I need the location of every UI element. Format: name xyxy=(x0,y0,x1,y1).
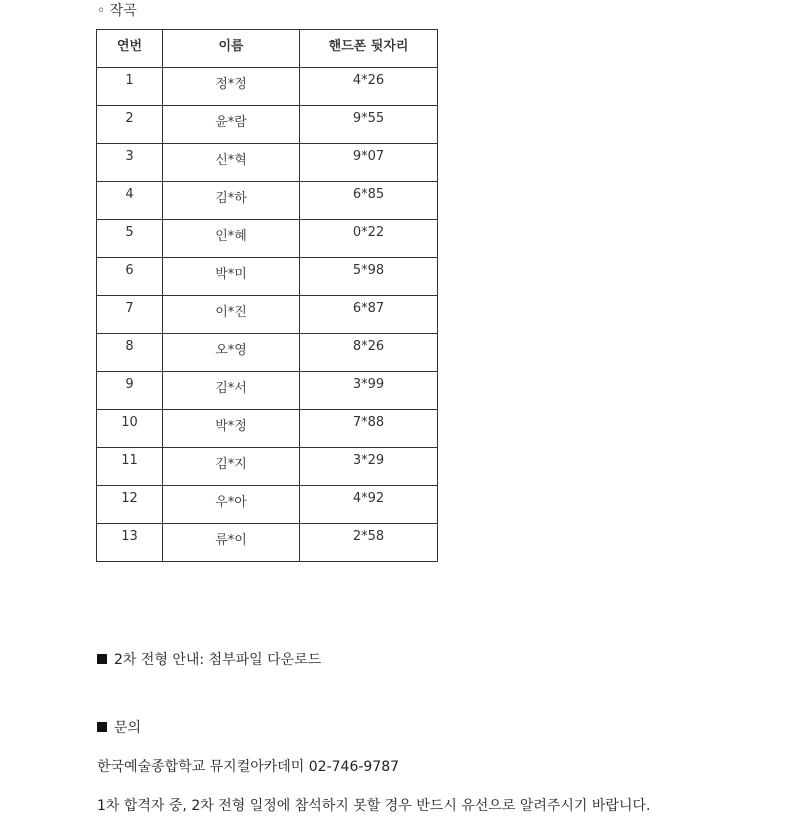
inquiry-heading xyxy=(97,719,141,737)
cell-name: 이*진 xyxy=(163,296,300,334)
cell-number: 11 xyxy=(97,448,163,486)
table-row xyxy=(97,106,438,144)
table-header-row xyxy=(97,30,438,68)
cell-name: 정*정 xyxy=(163,68,300,106)
inquiry-title: 문의 xyxy=(114,720,142,736)
cell-name: 신*혁 xyxy=(163,144,300,182)
cell-phone-suffix: 0*22 xyxy=(300,220,438,258)
column-header-phone-suffix: 핸드폰 뒷자리 xyxy=(300,30,438,68)
cell-number: 5 xyxy=(97,220,163,258)
bullet-marker: ◦ xyxy=(97,3,106,19)
table-row xyxy=(97,220,438,258)
cell-phone-suffix: 6*87 xyxy=(300,296,438,334)
column-header-name: 이름 xyxy=(163,30,300,68)
cell-name: 우*아 xyxy=(163,486,300,524)
cell-number: 3 xyxy=(97,144,163,182)
cell-name: 김*서 xyxy=(163,372,300,410)
section-title-text: 작곡 xyxy=(109,3,137,19)
cell-number: 2 xyxy=(97,106,163,144)
cell-number: 6 xyxy=(97,258,163,296)
cell-number: 9 xyxy=(97,372,163,410)
square-bullet-icon xyxy=(97,722,107,732)
cell-phone-suffix: 5*98 xyxy=(300,258,438,296)
cell-name: 류*이 xyxy=(163,524,300,562)
cell-name: 박*미 xyxy=(163,258,300,296)
cell-number: 12 xyxy=(97,486,163,524)
cell-phone-suffix: 6*85 xyxy=(300,182,438,220)
table-row xyxy=(97,182,438,220)
cell-name: 인*혜 xyxy=(163,220,300,258)
cell-name: 박*정 xyxy=(163,410,300,448)
cell-phone-suffix: 9*55 xyxy=(300,106,438,144)
cell-name: 김*하 xyxy=(163,182,300,220)
cell-phone-suffix: 3*29 xyxy=(300,448,438,486)
table-row xyxy=(97,144,438,182)
cell-number: 7 xyxy=(97,296,163,334)
section-title-composition xyxy=(97,2,137,20)
cell-number: 10 xyxy=(97,410,163,448)
cell-phone-suffix: 4*92 xyxy=(300,486,438,524)
cell-number: 13 xyxy=(97,524,163,562)
column-header-number: 연번 xyxy=(97,30,163,68)
square-bullet-icon xyxy=(97,654,107,664)
cell-name: 오*영 xyxy=(163,334,300,372)
cell-number: 4 xyxy=(97,182,163,220)
cell-number: 1 xyxy=(97,68,163,106)
table-row xyxy=(97,372,438,410)
cell-phone-suffix: 2*58 xyxy=(300,524,438,562)
table-row xyxy=(97,524,438,562)
cell-name: 김*지 xyxy=(163,448,300,486)
table-row xyxy=(97,334,438,372)
cell-phone-suffix: 7*88 xyxy=(300,410,438,448)
cell-phone-suffix: 4*26 xyxy=(300,68,438,106)
inquiry-note: 1차 합격자 중, 2차 전형 일정에 참석하지 못할 경우 반드시 유선으로 알려주시기 바랍니다. xyxy=(97,798,651,814)
cell-name: 윤*람 xyxy=(163,106,300,144)
cell-phone-suffix: 8*26 xyxy=(300,334,438,372)
applicant-table xyxy=(96,29,438,562)
cell-phone-suffix: 9*07 xyxy=(300,144,438,182)
table-body xyxy=(97,68,438,562)
table-row xyxy=(97,68,438,106)
table-row xyxy=(97,486,438,524)
table-row xyxy=(97,448,438,486)
inquiry-contact: 한국예술종합학교 뮤지컬아카데미 02-746-9787 xyxy=(97,759,400,775)
cell-phone-suffix: 3*99 xyxy=(300,372,438,410)
second-round-label: 2차 전형 안내: xyxy=(114,652,205,668)
table-row xyxy=(97,296,438,334)
table-row xyxy=(97,410,438,448)
table-row xyxy=(97,258,438,296)
attachment-download-link[interactable]: 첨부파일 다운로드 xyxy=(208,652,322,668)
second-round-info xyxy=(97,651,321,669)
cell-number: 8 xyxy=(97,334,163,372)
